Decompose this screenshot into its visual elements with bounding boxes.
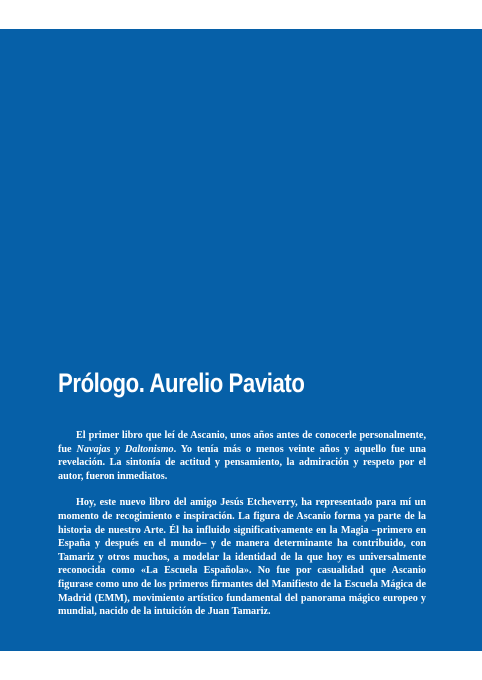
paragraph-1 bbox=[58, 429, 426, 483]
paragraph-1-text-end: . Yo tenía más o menos veinte años y aquello fue una revelación. La sintonía de actitud y pensamiento, la admiración y respeto por el autor, fueron inmediatos. bbox=[58, 443, 426, 482]
paragraph-1-text-start: El primer libro que leí de Ascanio, unos años antes de conocerle personalmente, fue bbox=[58, 430, 426, 455]
paragraph-2: Hoy, este nuevo libro del amigo Jesús Etcheverry, ha representado para mí un momento de recogimiento e inspiración. La figura de Ascanio forma ya parte de la historia de nuestro Arte. Él ha influido significativamente en la Magia –primero en España y después en el mundo– y de manera determinante ha contribuido, con Tamariz y otros muchos, a modelar la identidad de la que hoy es universalmente reconocida como «La Escuela Española». No fue por casualidad que Ascanio figurase como uno de los primeros firmantes del Manifiesto de la Escuela Mágica de Madrid (EMM), movimiento artístico fundamental del panorama mágico europeo y mundial, nacido de la intuición de Juan Tamariz. bbox=[58, 497, 426, 618]
body-text bbox=[58, 429, 426, 632]
book-title-emphasis: Navajas y Daltonismo bbox=[76, 443, 174, 455]
chapter-title: Prólogo. Aurelio Paviato bbox=[58, 368, 305, 398]
